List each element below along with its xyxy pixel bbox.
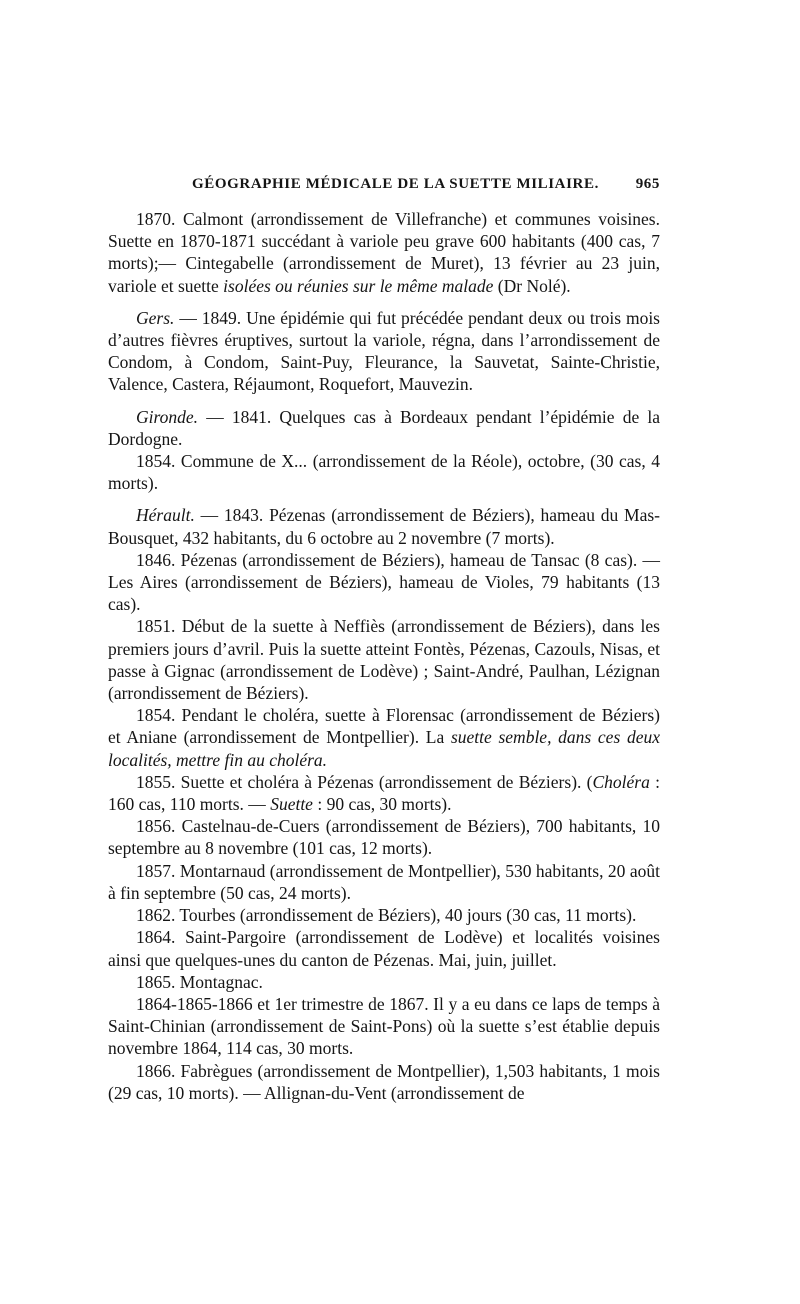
paragraph [108, 307, 660, 396]
italic-text: suette semble, dans ces deux localités, mettre fin au choléra. [108, 727, 660, 770]
italic-text: Hérault. [136, 505, 195, 526]
text-run: 1854. Pendant le choléra, suette à Florensac (arrondissement de Béziers) et Aniane (arrondissement de Montpellier). La [108, 705, 660, 748]
paragraph [108, 926, 660, 970]
paragraph [108, 771, 660, 815]
italic-text: Gers. [136, 307, 175, 328]
text-run: 1870. Calmont (arrondissement de Villefranche) et communes voisines. Suette en 1870-1871 succédant à variole peu grave 600 habitants (400 cas, 7 morts);— Cintegabelle (arrondissement de Muret), 13 février au 23 juin, variole et suette [108, 209, 660, 296]
running-title: GÉOGRAPHIE MÉDICALE DE LA SUETTE MILIAIRE. [192, 176, 599, 192]
paragraph [108, 860, 660, 904]
italic-text: Gironde. [136, 406, 199, 427]
text-run: — 1849. Une épidémie qui fut précédée pendant deux ou trois mois d’autres fièvres éruptives, surtout la variole, régna, dans l’arrondissement de Condom, à Condom, Saint-Puy, Fleurance, la Sauvetat, Sainte-Christie, Valence, Castera, Réjaumont, Roquefort, Mauvezin. [108, 307, 660, 395]
text-run: : 90 cas, 30 morts). [312, 794, 452, 815]
body-text [108, 208, 660, 1104]
italic-text: Choléra [592, 771, 650, 792]
text-run: 1866. Fabrègues (arrondissement de Montpellier), 1,503 habitants, 1 mois (29 cas, 10 morts). — Allignan-du-Vent (arrondissement de [108, 1060, 660, 1103]
text-run: — 1841. Quelques cas à Bordeaux pendant l’épidémie de la Dordogne. [108, 406, 660, 449]
paragraph [108, 549, 660, 616]
paragraph [108, 704, 660, 771]
page-number: 965 [635, 176, 660, 192]
italic-text: Suette [270, 794, 313, 815]
paragraph [108, 971, 660, 993]
text-run: 1865. Montagnac. [136, 971, 263, 992]
paragraph [108, 815, 660, 859]
paragraph [108, 450, 660, 494]
paragraph [108, 993, 660, 1060]
text-run: 1855. Suette et choléra à Pézenas (arrondissement de Béziers). ( [136, 771, 593, 792]
text-run: 1846. Pézenas (arrondissement de Béziers), hameau de Tansac (8 cas). — Les Aires (arrondissement de Béziers), hameau de Violes, 79 habitants (13 cas). [108, 549, 660, 615]
text-run: : 160 cas, 110 morts. — [108, 771, 660, 815]
text-run: 1856. Castelnau-de-Cuers (arrondissement de Béziers), 700 habitants, 10 septembre au 8 novembre (101 cas, 12 morts). [108, 816, 660, 859]
paragraph [108, 504, 660, 548]
text-run: 1862. Tourbes (arrondissement de Béziers), 40 jours (30 cas, 11 morts). [136, 905, 637, 926]
text-run: — 1843. Pézenas (arrondissement de Béziers), hameau du Mas-Bousquet, 432 habitants, du 6 octobre au 2 novembre (7 morts). [108, 505, 660, 548]
text-run: 1854. Commune de X... (arrondissement de la Réole), octobre, (30 cas, 4 morts). [108, 451, 660, 494]
paragraph [108, 208, 660, 297]
text-run: 1851. Début de la suette à Neffiès (arrondissement de Béziers), dans les premiers jours d’avril. Puis la suette atteint Fontès, Pézenas, Cazouls, Nisas, et passe à Gignac (arrondissement de Lodève) ; Saint-André, Paulhan, Lézignan (arrondissement de Béziers). [108, 616, 660, 704]
text-run: (Dr Nolé). [493, 275, 571, 296]
italic-text: isolées ou réunies sur le même malade [223, 275, 494, 296]
paragraph [108, 1060, 660, 1104]
text-run: 1864-1865-1866 et 1er trimestre de 1867. Il y a eu dans ce laps de temps à Saint-Chinian (arrondissement de Saint-Pons) où la suette s’est établie depuis novembre 1864, 114 cas, 30 morts. [108, 993, 660, 1059]
text-run: 1857. Montarnaud (arrondissement de Montpellier), 530 habitants, 20 août à fin septembre (50 cas, 24 morts). [108, 860, 660, 903]
paragraph [108, 615, 660, 704]
text-run: 1864. Saint-Pargoire (arrondissement de Lodève) et localités voisines ainsi que quelques-unes du canton de Pézenas. Mai, juin, juillet. [108, 927, 660, 970]
paragraph [108, 406, 660, 450]
paragraph [108, 904, 660, 926]
